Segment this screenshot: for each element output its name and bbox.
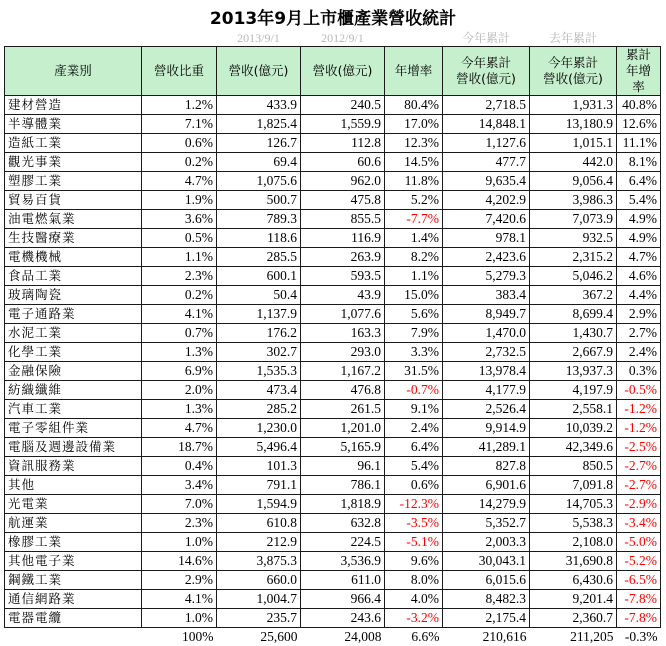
cell-ytd-yoy: -2.7%	[617, 476, 661, 495]
cell-ytd-2013: 2,175.4	[443, 609, 530, 628]
cell-yoy: -0.7%	[385, 381, 443, 400]
table-row	[5, 210, 661, 229]
cell-revenue-2013: 500.7	[217, 191, 301, 210]
cell-ytd-2013: 9,635.4	[443, 172, 530, 191]
cell-yoy: -3.2%	[385, 609, 443, 628]
table-row	[5, 571, 661, 590]
cell-revenue-2013: 660.0	[217, 571, 301, 590]
subheader-yoy	[385, 31, 443, 47]
cell-share: 4.7%	[142, 172, 217, 191]
cell-industry: 觀光事業	[5, 153, 142, 172]
cell-industry: 食品工業	[5, 267, 142, 286]
table-row	[5, 362, 661, 381]
cell-ytd-yoy: 2.7%	[617, 324, 661, 343]
total-yoy: 6.6%	[385, 628, 443, 646]
cell-revenue-2012: 293.0	[301, 343, 385, 362]
cell-industry: 塑膠工業	[5, 172, 142, 191]
cell-share: 2.0%	[142, 381, 217, 400]
cell-ytd-yoy: 2.4%	[617, 343, 661, 362]
cell-ytd-2012: 850.5	[530, 457, 617, 476]
cell-revenue-2013: 285.5	[217, 248, 301, 267]
cell-yoy: 5.2%	[385, 191, 443, 210]
cell-revenue-2013: 50.4	[217, 286, 301, 305]
cell-yoy: 5.4%	[385, 457, 443, 476]
cell-revenue-2012: 1,167.2	[301, 362, 385, 381]
table-row	[5, 495, 661, 514]
cell-share: 7.1%	[142, 115, 217, 134]
cell-ytd-yoy: 12.6%	[617, 115, 661, 134]
cell-share: 2.3%	[142, 514, 217, 533]
cell-ytd-2012: 7,091.8	[530, 476, 617, 495]
cell-ytd-yoy: -7.8%	[617, 609, 661, 628]
subheader-ytd-2013: 今年累計	[443, 31, 530, 47]
cell-ytd-2013: 2,732.5	[443, 343, 530, 362]
cell-industry: 航運業	[5, 514, 142, 533]
cell-ytd-yoy: 5.4%	[617, 191, 661, 210]
cell-industry: 通信網路業	[5, 590, 142, 609]
cell-ytd-yoy: 8.1%	[617, 153, 661, 172]
cell-ytd-yoy: -2.5%	[617, 438, 661, 457]
cell-ytd-2013: 978.1	[443, 229, 530, 248]
cell-revenue-2012: 611.0	[301, 571, 385, 590]
cell-ytd-2013: 6,901.6	[443, 476, 530, 495]
table-row	[5, 96, 661, 115]
cell-yoy: 8.2%	[385, 248, 443, 267]
cell-ytd-yoy: -7.8%	[617, 590, 661, 609]
cell-yoy: 11.8%	[385, 172, 443, 191]
cell-share: 0.7%	[142, 324, 217, 343]
cell-revenue-2012: 96.1	[301, 457, 385, 476]
table-row	[5, 476, 661, 495]
table-row	[5, 286, 661, 305]
cell-ytd-2012: 1,430.7	[530, 324, 617, 343]
cell-ytd-2012: 4,197.9	[530, 381, 617, 400]
cell-ytd-2013: 30,043.1	[443, 552, 530, 571]
cell-yoy: 6.4%	[385, 438, 443, 457]
cell-yoy: 3.3%	[385, 343, 443, 362]
cell-ytd-2012: 5,046.2	[530, 267, 617, 286]
cell-yoy: 1.4%	[385, 229, 443, 248]
cell-revenue-2012: 475.8	[301, 191, 385, 210]
cell-share: 2.9%	[142, 571, 217, 590]
cell-ytd-2013: 5,279.3	[443, 267, 530, 286]
cell-revenue-2013: 600.1	[217, 267, 301, 286]
cell-industry: 半導體業	[5, 115, 142, 134]
cell-ytd-2013: 2,718.5	[443, 96, 530, 115]
cell-yoy: 9.6%	[385, 552, 443, 571]
cell-ytd-2012: 442.0	[530, 153, 617, 172]
cell-ytd-2013: 4,202.9	[443, 191, 530, 210]
cell-revenue-2013: 176.2	[217, 324, 301, 343]
total-ytd-2012: 211,205	[530, 628, 617, 646]
cell-share: 0.2%	[142, 286, 217, 305]
cell-share: 0.4%	[142, 457, 217, 476]
cell-yoy: 14.5%	[385, 153, 443, 172]
cell-revenue-2013: 235.7	[217, 609, 301, 628]
cell-ytd-2013: 13,978.4	[443, 362, 530, 381]
cell-share: 18.7%	[142, 438, 217, 457]
table-row	[5, 400, 661, 419]
cell-share: 1.0%	[142, 533, 217, 552]
cell-ytd-yoy: -1.2%	[617, 400, 661, 419]
cell-yoy: 17.0%	[385, 115, 443, 134]
table-row	[5, 115, 661, 134]
cell-yoy: 2.4%	[385, 419, 443, 438]
cell-ytd-2013: 827.8	[443, 457, 530, 476]
table-row	[5, 172, 661, 191]
cell-share: 0.5%	[142, 229, 217, 248]
cell-industry: 油電燃氣業	[5, 210, 142, 229]
table-row	[5, 514, 661, 533]
cell-revenue-2013: 3,875.3	[217, 552, 301, 571]
cell-ytd-2012: 9,056.4	[530, 172, 617, 191]
total-industry	[5, 628, 142, 646]
cell-ytd-yoy: 2.9%	[617, 305, 661, 324]
cell-share: 14.6%	[142, 552, 217, 571]
cell-industry: 電子通路業	[5, 305, 142, 324]
cell-revenue-2013: 473.4	[217, 381, 301, 400]
cell-revenue-2013: 1,230.0	[217, 419, 301, 438]
cell-ytd-yoy: -2.9%	[617, 495, 661, 514]
cell-ytd-2013: 14,848.1	[443, 115, 530, 134]
table-row	[5, 381, 661, 400]
cell-revenue-2013: 285.2	[217, 400, 301, 419]
table-row	[5, 419, 661, 438]
cell-revenue-2013: 1,535.3	[217, 362, 301, 381]
table-row	[5, 305, 661, 324]
header-ytd-yoy: 累計 年增率	[617, 47, 661, 96]
cell-ytd-yoy: 4.7%	[617, 248, 661, 267]
cell-revenue-2012: 240.5	[301, 96, 385, 115]
cell-yoy: -5.1%	[385, 533, 443, 552]
cell-share: 1.9%	[142, 191, 217, 210]
cell-revenue-2013: 1,825.4	[217, 115, 301, 134]
total-ytd-2013: 210,616	[443, 628, 530, 646]
cell-ytd-2012: 31,690.8	[530, 552, 617, 571]
cell-share: 1.1%	[142, 248, 217, 267]
cell-share: 4.7%	[142, 419, 217, 438]
cell-ytd-2012: 2,667.9	[530, 343, 617, 362]
table-row	[5, 191, 661, 210]
header-industry: 產業別	[5, 47, 142, 96]
header-revenue-2013: 營收(億元)	[217, 47, 301, 96]
cell-share: 1.3%	[142, 400, 217, 419]
cell-revenue-2013: 118.6	[217, 229, 301, 248]
cell-ytd-yoy: 4.9%	[617, 210, 661, 229]
cell-revenue-2012: 1,818.9	[301, 495, 385, 514]
cell-ytd-2012: 3,986.3	[530, 191, 617, 210]
cell-ytd-2012: 2,108.0	[530, 533, 617, 552]
cell-share: 7.0%	[142, 495, 217, 514]
totals-row	[5, 628, 661, 646]
cell-ytd-2013: 7,420.6	[443, 210, 530, 229]
cell-industry: 電腦及週邊設備業	[5, 438, 142, 457]
header-row	[5, 47, 661, 96]
cell-revenue-2012: 1,077.6	[301, 305, 385, 324]
cell-share: 6.9%	[142, 362, 217, 381]
cell-industry: 其他電子業	[5, 552, 142, 571]
cell-yoy: 7.9%	[385, 324, 443, 343]
cell-ytd-yoy: -3.4%	[617, 514, 661, 533]
cell-revenue-2013: 433.9	[217, 96, 301, 115]
cell-ytd-2013: 2,423.6	[443, 248, 530, 267]
cell-revenue-2012: 962.0	[301, 172, 385, 191]
cell-ytd-2013: 477.7	[443, 153, 530, 172]
cell-revenue-2012: 5,165.9	[301, 438, 385, 457]
cell-share: 4.1%	[142, 305, 217, 324]
cell-ytd-2012: 42,349.6	[530, 438, 617, 457]
cell-revenue-2013: 302.7	[217, 343, 301, 362]
cell-ytd-yoy: -2.7%	[617, 457, 661, 476]
header-ytd-2013: 今年累計 營收(億元)	[443, 47, 530, 96]
cell-ytd-2012: 7,073.9	[530, 210, 617, 229]
table-row	[5, 343, 661, 362]
cell-ytd-yoy: -5.2%	[617, 552, 661, 571]
cell-ytd-2012: 6,430.6	[530, 571, 617, 590]
cell-yoy: 4.0%	[385, 590, 443, 609]
cell-share: 0.2%	[142, 153, 217, 172]
cell-yoy: -7.7%	[385, 210, 443, 229]
cell-yoy: 8.0%	[385, 571, 443, 590]
cell-revenue-2012: 261.5	[301, 400, 385, 419]
cell-industry: 金融保險	[5, 362, 142, 381]
industry-revenue-table	[4, 31, 661, 646]
cell-revenue-2012: 855.5	[301, 210, 385, 229]
cell-ytd-2012: 2,315.2	[530, 248, 617, 267]
cell-yoy: 15.0%	[385, 286, 443, 305]
subheader-industry	[5, 31, 142, 47]
table-row	[5, 324, 661, 343]
cell-yoy: 12.3%	[385, 134, 443, 153]
cell-revenue-2012: 476.8	[301, 381, 385, 400]
cell-revenue-2012: 966.4	[301, 590, 385, 609]
table-row	[5, 533, 661, 552]
cell-ytd-2013: 2,003.3	[443, 533, 530, 552]
cell-ytd-2012: 13,937.3	[530, 362, 617, 381]
cell-ytd-2012: 5,538.3	[530, 514, 617, 533]
cell-industry: 貿易百貨	[5, 191, 142, 210]
table-row	[5, 609, 661, 628]
cell-share: 1.0%	[142, 609, 217, 628]
header-revenue-2012: 營收(億元)	[301, 47, 385, 96]
subheader-ytd-yoy	[617, 31, 661, 47]
cell-ytd-2012: 13,180.9	[530, 115, 617, 134]
cell-industry: 造紙工業	[5, 134, 142, 153]
cell-ytd-2013: 5,352.7	[443, 514, 530, 533]
cell-ytd-2012: 1,931.3	[530, 96, 617, 115]
page-title: 2013年9月上市櫃產業營收統計	[0, 4, 666, 26]
total-share: 100%	[142, 628, 217, 646]
cell-industry: 水泥工業	[5, 324, 142, 343]
cell-revenue-2013: 1,137.9	[217, 305, 301, 324]
cell-ytd-2013: 4,177.9	[443, 381, 530, 400]
table-row	[5, 267, 661, 286]
cell-revenue-2012: 3,536.9	[301, 552, 385, 571]
subheader-row	[5, 31, 661, 47]
table-row	[5, 229, 661, 248]
cell-ytd-2013: 6,015.6	[443, 571, 530, 590]
cell-industry: 生技醫療業	[5, 229, 142, 248]
cell-share: 1.2%	[142, 96, 217, 115]
subheader-share	[142, 31, 217, 47]
cell-ytd-yoy: 11.1%	[617, 134, 661, 153]
cell-revenue-2012: 786.1	[301, 476, 385, 495]
cell-share: 3.4%	[142, 476, 217, 495]
cell-revenue-2013: 791.1	[217, 476, 301, 495]
cell-ytd-2013: 383.4	[443, 286, 530, 305]
cell-revenue-2012: 593.5	[301, 267, 385, 286]
cell-yoy: 9.1%	[385, 400, 443, 419]
table-row	[5, 134, 661, 153]
cell-yoy: 5.6%	[385, 305, 443, 324]
cell-revenue-2013: 126.7	[217, 134, 301, 153]
cell-ytd-2013: 2,526.4	[443, 400, 530, 419]
cell-ytd-2013: 8,482.3	[443, 590, 530, 609]
cell-industry: 橡膠工業	[5, 533, 142, 552]
subheader-revenue-2013: 2013/9/1	[217, 31, 301, 47]
cell-revenue-2012: 43.9	[301, 286, 385, 305]
cell-industry: 汽車工業	[5, 400, 142, 419]
cell-yoy: -3.5%	[385, 514, 443, 533]
table-row	[5, 438, 661, 457]
cell-revenue-2013: 69.4	[217, 153, 301, 172]
subheader-ytd-2012: 去年累計	[530, 31, 617, 47]
cell-revenue-2012: 60.6	[301, 153, 385, 172]
cell-revenue-2012: 163.3	[301, 324, 385, 343]
cell-industry: 建材營造	[5, 96, 142, 115]
cell-share: 0.6%	[142, 134, 217, 153]
total-ytd-yoy: -0.3%	[617, 628, 661, 646]
cell-yoy: -12.3%	[385, 495, 443, 514]
cell-industry: 其他	[5, 476, 142, 495]
cell-ytd-2012: 367.2	[530, 286, 617, 305]
cell-revenue-2013: 789.3	[217, 210, 301, 229]
cell-revenue-2013: 212.9	[217, 533, 301, 552]
cell-revenue-2013: 610.8	[217, 514, 301, 533]
cell-yoy: 0.6%	[385, 476, 443, 495]
cell-share: 1.3%	[142, 343, 217, 362]
cell-ytd-2012: 932.5	[530, 229, 617, 248]
cell-ytd-2012: 9,201.4	[530, 590, 617, 609]
cell-ytd-yoy: 4.4%	[617, 286, 661, 305]
cell-industry: 資訊服務業	[5, 457, 142, 476]
cell-revenue-2012: 243.6	[301, 609, 385, 628]
table-row	[5, 590, 661, 609]
total-revenue-2012: 24,008	[301, 628, 385, 646]
cell-ytd-2013: 1,127.6	[443, 134, 530, 153]
cell-revenue-2012: 112.8	[301, 134, 385, 153]
cell-ytd-2013: 41,289.1	[443, 438, 530, 457]
cell-revenue-2013: 101.3	[217, 457, 301, 476]
cell-industry: 化學工業	[5, 343, 142, 362]
cell-share: 2.3%	[142, 267, 217, 286]
cell-ytd-2012: 2,360.7	[530, 609, 617, 628]
cell-ytd-2012: 8,699.4	[530, 305, 617, 324]
cell-yoy: 1.1%	[385, 267, 443, 286]
cell-revenue-2012: 1,559.9	[301, 115, 385, 134]
cell-revenue-2012: 263.9	[301, 248, 385, 267]
cell-ytd-yoy: 40.8%	[617, 96, 661, 115]
header-share: 營收比重	[142, 47, 217, 96]
cell-ytd-yoy: 4.9%	[617, 229, 661, 248]
cell-yoy: 80.4%	[385, 96, 443, 115]
cell-industry: 電器電纜	[5, 609, 142, 628]
cell-industry: 鋼鐵工業	[5, 571, 142, 590]
cell-industry: 玻璃陶瓷	[5, 286, 142, 305]
cell-revenue-2012: 632.8	[301, 514, 385, 533]
cell-yoy: 31.5%	[385, 362, 443, 381]
cell-industry: 電機機械	[5, 248, 142, 267]
cell-ytd-2013: 9,914.9	[443, 419, 530, 438]
cell-ytd-2012: 2,558.1	[530, 400, 617, 419]
cell-ytd-2012: 14,705.3	[530, 495, 617, 514]
cell-ytd-yoy: 4.6%	[617, 267, 661, 286]
cell-revenue-2013: 5,496.4	[217, 438, 301, 457]
cell-ytd-yoy: -0.5%	[617, 381, 661, 400]
cell-ytd-yoy: 0.3%	[617, 362, 661, 381]
cell-ytd-yoy: 6.4%	[617, 172, 661, 191]
cell-ytd-yoy: -1.2%	[617, 419, 661, 438]
cell-ytd-yoy: -6.5%	[617, 571, 661, 590]
cell-ytd-yoy: -5.0%	[617, 533, 661, 552]
cell-ytd-2012: 1,015.1	[530, 134, 617, 153]
cell-revenue-2013: 1,075.6	[217, 172, 301, 191]
cell-industry: 電子零組件業	[5, 419, 142, 438]
cell-ytd-2013: 1,470.0	[443, 324, 530, 343]
header-ytd-2012: 今年累計 營收(億元)	[530, 47, 617, 96]
cell-revenue-2012: 116.9	[301, 229, 385, 248]
cell-ytd-2013: 14,279.9	[443, 495, 530, 514]
cell-revenue-2012: 1,201.0	[301, 419, 385, 438]
cell-revenue-2013: 1,004.7	[217, 590, 301, 609]
cell-ytd-2013: 8,949.7	[443, 305, 530, 324]
total-revenue-2013: 25,600	[217, 628, 301, 646]
cell-share: 3.6%	[142, 210, 217, 229]
cell-share: 4.1%	[142, 590, 217, 609]
table-row	[5, 153, 661, 172]
table-row	[5, 552, 661, 571]
header-yoy: 年增率	[385, 47, 443, 96]
cell-revenue-2013: 1,594.9	[217, 495, 301, 514]
cell-industry: 紡織纖維	[5, 381, 142, 400]
cell-revenue-2012: 224.5	[301, 533, 385, 552]
subheader-revenue-2012: 2012/9/1	[301, 31, 385, 47]
table-row	[5, 248, 661, 267]
cell-industry: 光電業	[5, 495, 142, 514]
cell-ytd-2012: 10,039.2	[530, 419, 617, 438]
table-row	[5, 457, 661, 476]
